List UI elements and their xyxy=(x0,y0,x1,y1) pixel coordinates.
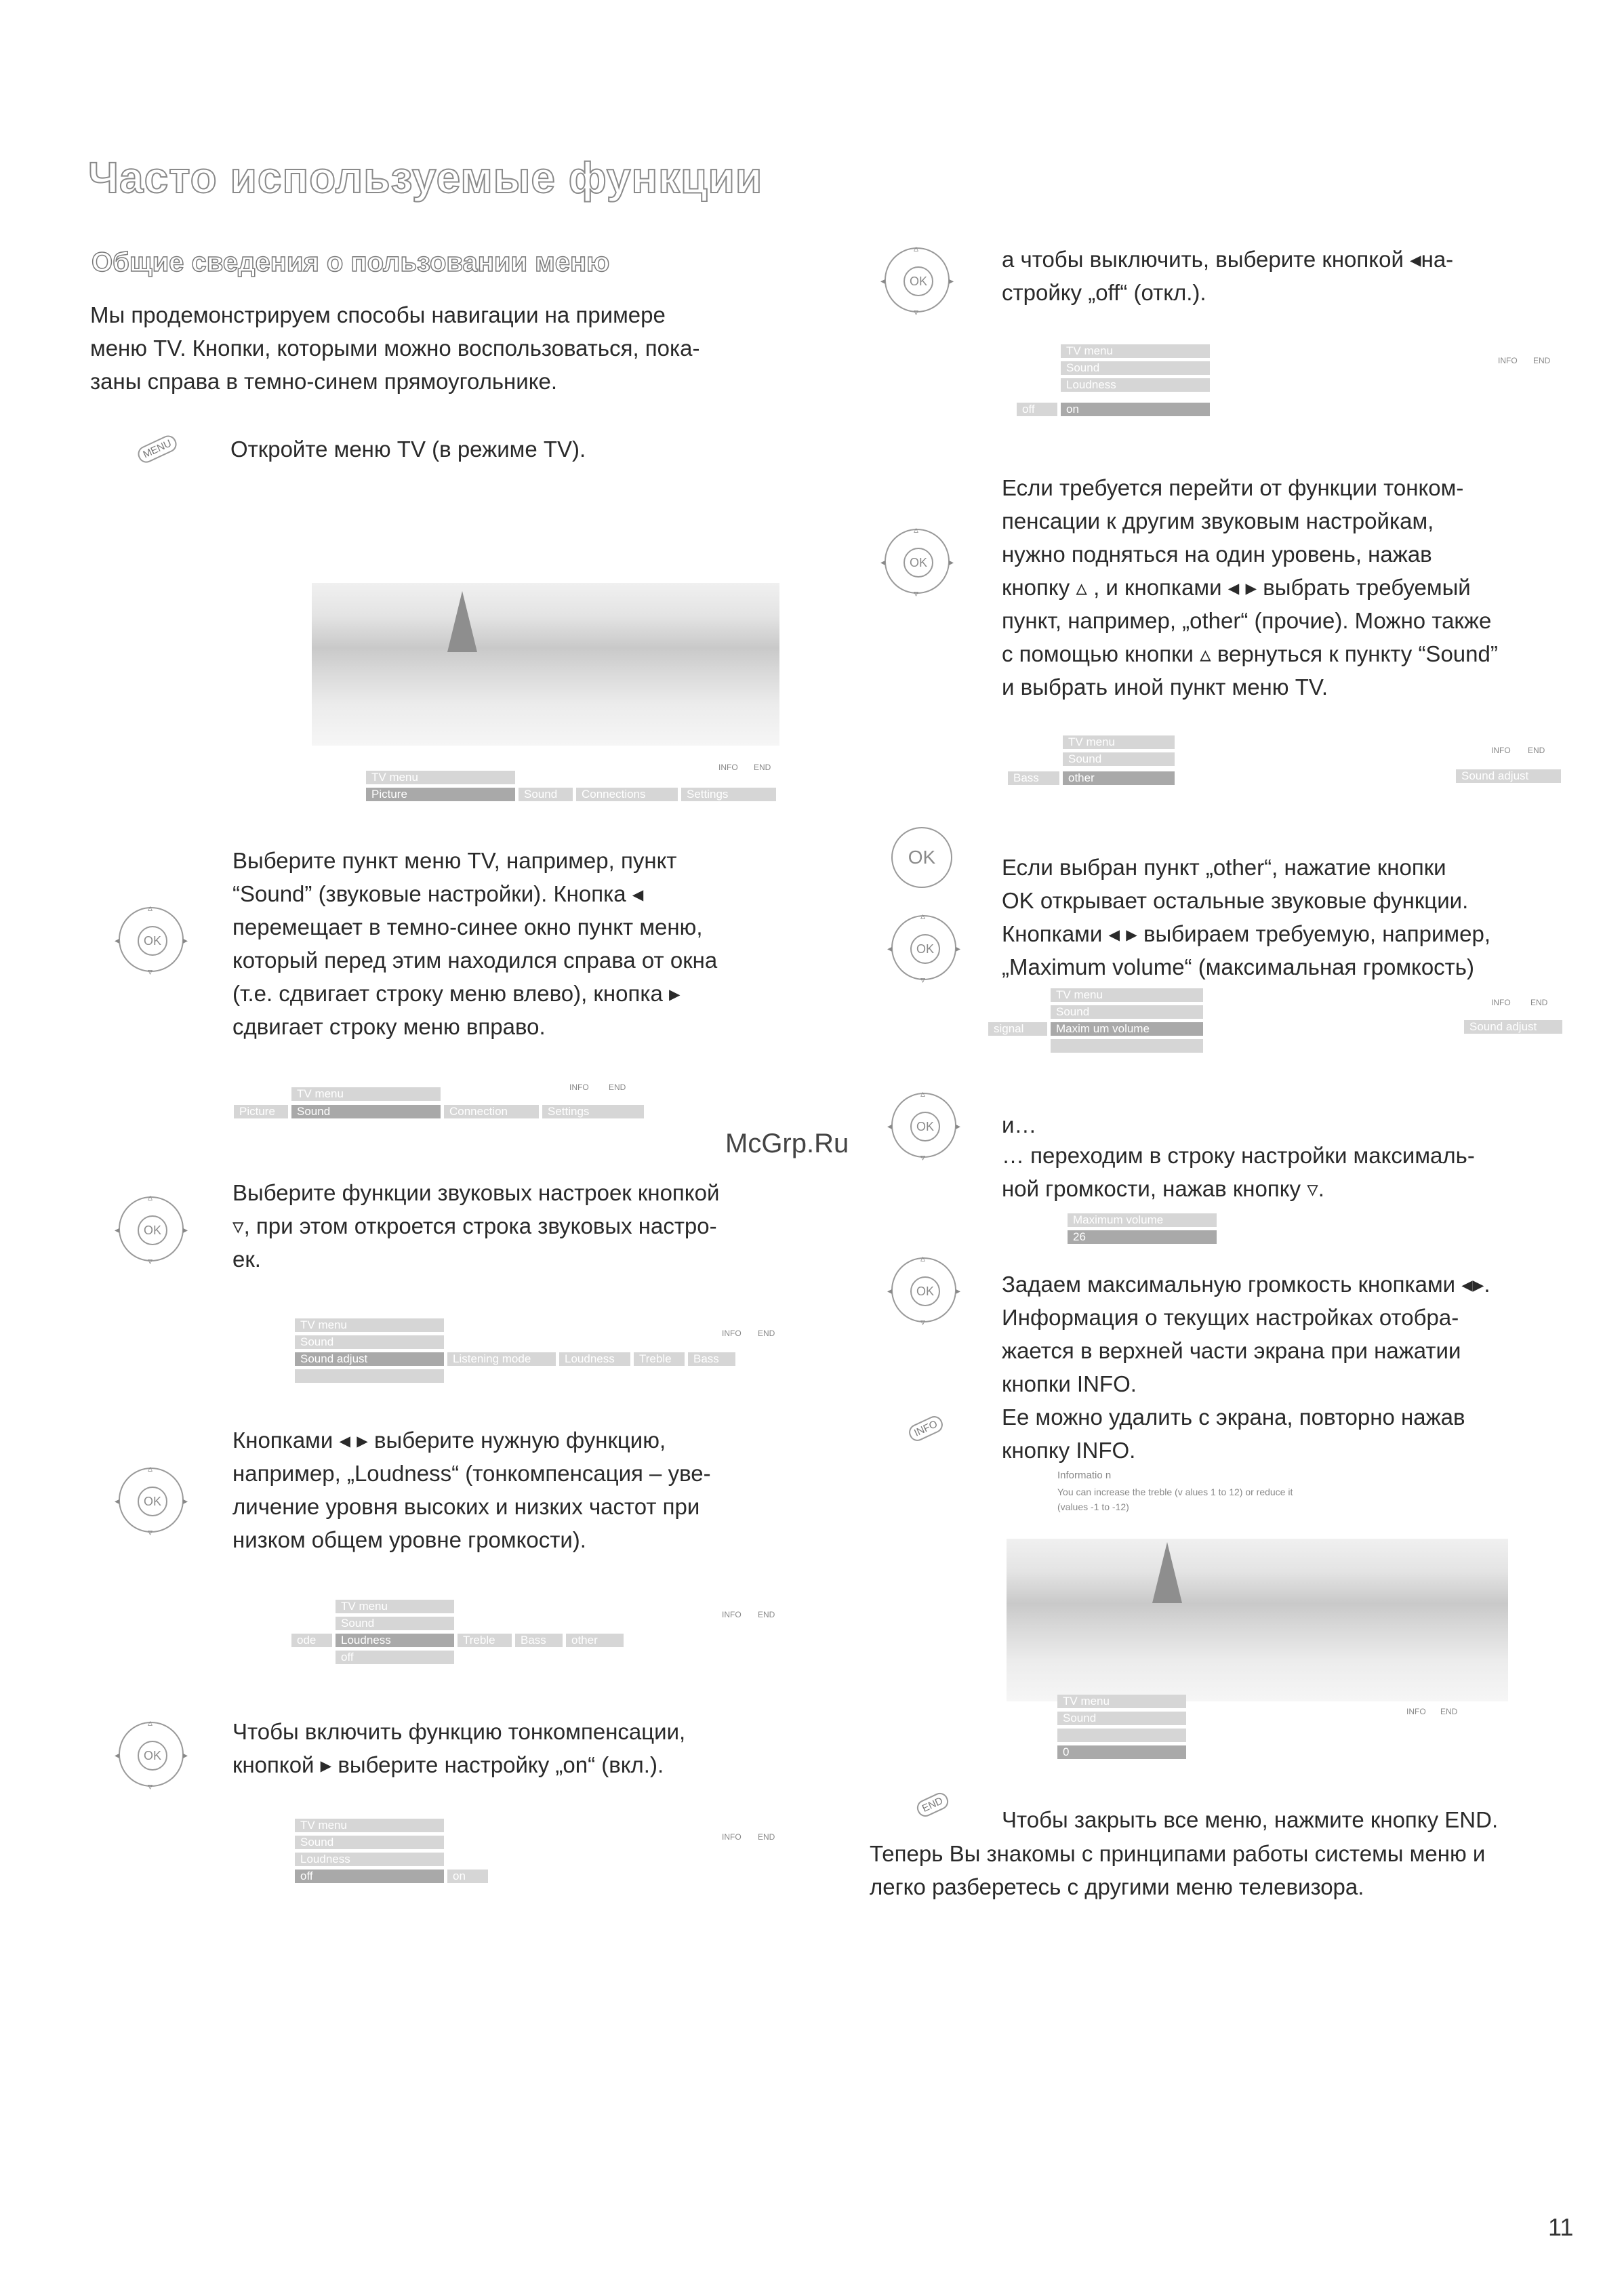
step-end-text: Чтобы закрыть все меню, нажмите кнопку END. xyxy=(1002,1807,1499,1832)
menu-item-connection: Connection xyxy=(444,1105,539,1118)
menu-bar-tv-menu: TV menu xyxy=(1051,988,1203,1002)
tree-shape xyxy=(1152,1542,1182,1603)
step-open-text: Откройте меню TV (в режиме TV). xyxy=(230,437,586,462)
menu-item-maximum-volume: Maxim um volume xyxy=(1051,1022,1203,1036)
menu-item-settings: Settings xyxy=(681,788,776,801)
end-label: END xyxy=(1530,998,1548,1007)
menu-bar-tv-menu: TV menu xyxy=(366,771,515,784)
menu-bar-tv-menu: TV menu xyxy=(336,1600,454,1613)
tv-screen-landscape-2 xyxy=(1007,1539,1508,1701)
menu-item-other: other xyxy=(1063,771,1175,785)
menu-item-mode: ode xyxy=(291,1634,332,1647)
end-label: END xyxy=(754,763,771,772)
menu-item-sound-adjust: Sound adjust xyxy=(295,1352,444,1366)
menu-item-connections: Connections xyxy=(576,788,678,801)
menu-bar-tv-menu: TV menu xyxy=(295,1819,444,1832)
info-label: INFO xyxy=(1491,746,1511,755)
end-button-icon: END xyxy=(914,1790,951,1819)
end-label: END xyxy=(758,1329,775,1338)
menu-bar-tv-menu: TV menu xyxy=(291,1087,441,1101)
menu-item-bass: Bass xyxy=(515,1634,563,1647)
info-label: INFO xyxy=(718,763,738,772)
menu-item-settings: Settings xyxy=(542,1105,644,1118)
menu-item-off: off xyxy=(295,1870,444,1883)
menu-item-loudness: Loudness xyxy=(559,1352,630,1366)
menu-item-bass: Bass xyxy=(1008,771,1059,785)
step-set-text: Задаем максимальную громкость кнопками ◂▸. Информация о текущих настройках отобра- жается в верхней части экрана при нажатии кнопки INFO. Ее можно удалить с экрана, повторно нажав кнопку INFO. xyxy=(1002,1272,1490,1463)
intro-text: Мы продемонстрируем способы навигации на примере меню TV. Кнопки, которыми можно воспользоваться, пока- заны справа в темно-синем прямоугольнике. xyxy=(90,302,700,394)
menu-item-sound: Sound xyxy=(295,1836,444,1849)
menu-item-treble: Treble xyxy=(458,1634,512,1647)
menu-bar-tv-menu: TV menu xyxy=(1063,735,1175,749)
step-off-text: а чтобы выключить, выберите кнопкой ◂на- стройку „off“ (откл.). xyxy=(1002,247,1454,305)
menu-empty-row xyxy=(295,1369,444,1383)
volume-value-bar: 26 xyxy=(1068,1230,1217,1244)
information-header: Informatio n xyxy=(1057,1470,1112,1481)
menu-item-sound: Sound xyxy=(295,1335,444,1349)
menu-item-picture: Picture xyxy=(234,1105,288,1118)
remote-pad-icon: ◂ ▸ ▵ ▿ OK xyxy=(115,902,188,977)
menu-item-sound: Sound xyxy=(336,1617,454,1630)
menu-item-bass: Bass xyxy=(688,1352,735,1366)
closing-text: Теперь Вы знакомы с принципами работы системы меню и легко разберетесь с другими меню телевизора. xyxy=(870,1841,1486,1899)
remote-pad-icon: ◂ ▸ ▵ ▿ OK xyxy=(115,1463,188,1537)
menu-bar-maximum-volume: Maximum volume xyxy=(1068,1213,1217,1227)
menu-item-off: off xyxy=(1017,403,1057,416)
step-sound-funcs-text: Выберите функции звуковых настроек кнопкой ▿, при этом откроется строка звуковых настро- ек. xyxy=(232,1180,720,1272)
menu-item-treble: Treble xyxy=(634,1352,685,1366)
menu-item-sound: Sound xyxy=(1057,1712,1186,1725)
menu-item-listening-mode: Listening mode xyxy=(447,1352,556,1366)
menu-item-sound: Sound xyxy=(1051,1005,1203,1019)
volume-value-bar: 0 xyxy=(1057,1745,1186,1759)
remote-pad-icon: ◂ ▸ ▵ ▿ OK xyxy=(887,1253,960,1327)
info-label: INFO xyxy=(1491,998,1511,1007)
info-label: INFO xyxy=(1498,356,1518,365)
menu-item-sound: Sound xyxy=(291,1105,441,1118)
remote-pad-icon: ◂ ▸ ▵ ▿ OK xyxy=(115,1717,188,1792)
menu-item-sound: Sound xyxy=(1063,752,1175,766)
tv-screen-landscape-1 xyxy=(312,583,779,746)
section-subtitle: Общие сведения о пользовании меню xyxy=(92,247,610,277)
end-label: END xyxy=(758,1610,775,1619)
step-on-text: Чтобы включить функцию тонкомпенсации, кнопкой ▸ выберите настройку „on“ (вкл.). xyxy=(232,1719,686,1777)
info-label: INFO xyxy=(722,1832,742,1842)
menu-item-on: on xyxy=(1061,403,1210,416)
info-label: INFO xyxy=(722,1329,742,1338)
menu-button-icon: MENU xyxy=(136,432,180,465)
info-label: INFO xyxy=(569,1083,589,1092)
information-line-1: You can increase the treble (v alues 1 to 12) or reduce it xyxy=(1057,1487,1293,1497)
step-goto-text: … переходим в строку настройки максималь- ной громкости, нажав кнопку ▿. xyxy=(1002,1143,1475,1201)
remote-pad-icon: ◂ ▸ ▵ ▿ OK xyxy=(887,910,960,985)
menu-item-sound-adjust: Sound adjust xyxy=(1456,769,1561,783)
information-line-2: (values -1 to -12) xyxy=(1057,1501,1129,1512)
info-label: INFO xyxy=(722,1610,742,1619)
menu-item-loudness: Loudness xyxy=(1061,378,1210,392)
tree-shape xyxy=(447,591,477,652)
step-choose-text: Кнопками ◂ ▸ выберите нужную функцию, например, „Loudness“ (тонкомпенсация – уве- личение уровня высоких и низких частот при низком общем уровне громкости). xyxy=(232,1428,711,1552)
menu-item-sound: Sound xyxy=(519,788,573,801)
step-and-text: и… xyxy=(1002,1112,1037,1137)
menu-bar-tv-menu: TV menu xyxy=(295,1318,444,1332)
info-button-icon: INFO xyxy=(906,1413,946,1444)
menu-item-loudness: Loudness xyxy=(295,1853,444,1866)
page-title: Часто используемые функции xyxy=(88,153,763,202)
remote-pad-icon: ◂ ▸ ▵ ▿ OK xyxy=(115,1192,188,1266)
ok-button-icon: OK xyxy=(891,827,952,888)
end-label: END xyxy=(758,1832,775,1842)
end-label: END xyxy=(1528,746,1545,755)
menu-item-sound: Sound xyxy=(1061,361,1210,375)
remote-pad-icon: ◂ ▸ ▵ ▿ OK xyxy=(880,524,954,599)
menu-item-signal: signal xyxy=(988,1022,1047,1036)
end-label: END xyxy=(609,1083,626,1092)
menu-item-picture: Picture xyxy=(366,788,515,801)
menu-item-off: off xyxy=(336,1651,454,1664)
menu-bar-tv-menu: TV menu xyxy=(1057,1695,1186,1708)
menu-item-on: on xyxy=(447,1870,488,1883)
page-number: 11 xyxy=(1548,2213,1574,2241)
info-label: INFO xyxy=(1406,1707,1426,1716)
remote-pad-icon: ◂ ▸ ▵ ▿ OK xyxy=(887,1088,960,1163)
step-select-text: Выберите пункт меню TV, например, пункт “Sound” (звуковые настройки). Кнопка ◂ перемещает в темно-синее окно пункт меню, который перед этим находился справа от окна (т.е. сдвигает строку меню влево), кнопка ▸ сдвигает строку меню вправо. xyxy=(232,848,718,1039)
step-up-text: Если требуется перейти от функции тонком- пенсации к другим звуковым настройкам, нужно подняться на один уровень, нажав кнопку ▵ , и кнопками ◂ ▸ выбрать требуемый пункт, например, „other“ (прочие). Можно также с помощью кнопки ▵ вернуться к пункту “Sound” и выбрать иной пункт меню TV. xyxy=(1002,475,1498,700)
end-label: END xyxy=(1533,356,1551,365)
menu-item-loudness: Loudness xyxy=(336,1634,454,1647)
menu-bar-tv-menu: TV menu xyxy=(1061,344,1210,358)
watermark: McGrp.Ru xyxy=(725,1129,849,1158)
menu-empty-row xyxy=(1057,1729,1186,1742)
menu-empty-row xyxy=(1051,1039,1203,1053)
menu-item-other: other xyxy=(566,1634,624,1647)
remote-pad-icon: ◂ ▸ ▵ ▿ OK xyxy=(880,243,954,317)
menu-item-sound-adjust: Sound adjust xyxy=(1464,1020,1562,1034)
step-other-text: Если выбран пункт „other“, нажатие кнопки OK открывает остальные звуковые функции. Кнопками ◂ ▸ выбираем требуемую, например, „Maximum volume“ (максимальная громкость) xyxy=(1002,855,1490,979)
end-label: END xyxy=(1440,1707,1458,1716)
